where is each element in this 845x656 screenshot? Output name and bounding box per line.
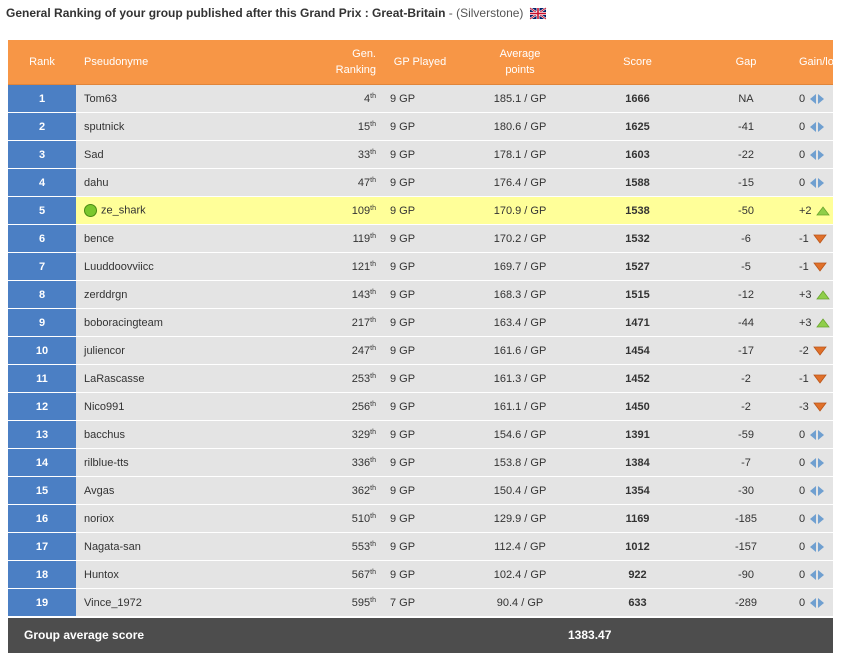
pseudonyme-cell[interactable]	[76, 477, 246, 505]
gap-cell: -22	[693, 141, 799, 169]
gain-lose-cell: +3	[799, 281, 833, 309]
gp-played-cell: 7 GP	[382, 589, 458, 617]
footer-label: Group average score	[24, 628, 145, 642]
table-row	[8, 449, 833, 477]
average-points-cell: 153.8 / GP	[458, 449, 582, 477]
gap-cell: -90	[693, 561, 799, 589]
col-pseudonyme: Pseudonyme	[76, 40, 246, 85]
gen-ranking-cell: 567th	[246, 561, 382, 589]
gain-lose-cell: 0	[799, 477, 833, 505]
gp-played-cell: 9 GP	[382, 281, 458, 309]
pseudonyme-cell[interactable]	[76, 141, 246, 169]
table-row	[8, 477, 833, 505]
average-points-cell: 90.4 / GP	[458, 589, 582, 617]
gap-cell: -6	[693, 225, 799, 253]
gen-ranking-cell: 362th	[246, 477, 382, 505]
pseudonyme-cell[interactable]	[76, 85, 246, 113]
gen-ranking-cell: 119th	[246, 225, 382, 253]
rank-cell: 7	[8, 253, 76, 281]
score-cell: 1384	[582, 449, 693, 477]
pseudonyme-cell[interactable]	[76, 365, 246, 393]
gen-ranking-cell: 510th	[246, 505, 382, 533]
gen-ranking-cell: 253th	[246, 365, 382, 393]
gp-played-cell: 9 GP	[382, 505, 458, 533]
gain-lose-cell: 0	[799, 421, 833, 449]
score-cell: 1588	[582, 169, 693, 197]
table-row	[8, 85, 833, 113]
gp-played-cell: 9 GP	[382, 141, 458, 169]
gain-lose-cell: +3	[799, 309, 833, 337]
gap-cell: -59	[693, 421, 799, 449]
current-user-icon	[84, 204, 97, 217]
gp-played-cell: 9 GP	[382, 421, 458, 449]
score-cell: 1354	[582, 477, 693, 505]
player-name[interactable]: sputnick	[84, 120, 125, 133]
loss-down-icon	[813, 262, 827, 272]
player-name[interactable]: bence	[84, 232, 114, 245]
rank-cell: 10	[8, 337, 76, 365]
player-name[interactable]: noriox	[84, 512, 114, 525]
table-header	[8, 40, 833, 85]
no-change-icon	[809, 429, 825, 441]
gain-lose-cell: 0	[799, 589, 833, 617]
gain-lose-cell: 0	[799, 561, 833, 589]
loss-down-icon	[813, 402, 827, 412]
no-change-icon	[809, 597, 825, 609]
gain-lose-cell: -1	[799, 225, 833, 253]
no-change-icon	[809, 485, 825, 497]
footer-value: 1383.47	[568, 628, 612, 642]
player-name[interactable]: zerddrgn	[84, 288, 128, 301]
player-name[interactable]: Nico991	[84, 400, 125, 413]
gp-played-cell: 9 GP	[382, 85, 458, 113]
loss-down-icon	[813, 374, 827, 384]
player-name[interactable]: juliencor	[84, 344, 125, 357]
gen-ranking-cell: 247th	[246, 337, 382, 365]
rank-cell: 19	[8, 589, 76, 617]
rank-cell: 5	[8, 197, 76, 225]
table-row	[8, 253, 833, 281]
rank-cell: 4	[8, 169, 76, 197]
no-change-icon	[809, 569, 825, 581]
col-gen-ranking: Gen. Ranking	[246, 40, 382, 85]
gen-ranking-cell: 553th	[246, 533, 382, 561]
average-points-cell: 161.6 / GP	[458, 337, 582, 365]
table-row	[8, 225, 833, 253]
gap-cell: -15	[693, 169, 799, 197]
score-cell: 1515	[582, 281, 693, 309]
player-name[interactable]: bacchus	[84, 428, 125, 441]
table-row	[8, 309, 833, 337]
gap-cell: -185	[693, 505, 799, 533]
gap-cell: -289	[693, 589, 799, 617]
pseudonyme-cell[interactable]	[76, 449, 246, 477]
gp-played-cell: 9 GP	[382, 561, 458, 589]
pseudonyme-cell[interactable]	[76, 337, 246, 365]
pseudonyme-cell[interactable]	[76, 253, 246, 281]
gain-lose-cell: +2	[799, 197, 833, 225]
table-row	[8, 113, 833, 141]
player-name[interactable]: dahu	[84, 176, 109, 189]
average-points-cell: 170.9 / GP	[458, 197, 582, 225]
gain-lose-cell: -1	[799, 365, 833, 393]
score-cell: 633	[582, 589, 693, 617]
rank-cell: 17	[8, 533, 76, 561]
gain-up-icon	[816, 206, 830, 216]
ranking-table	[8, 40, 845, 617]
average-points-cell: 161.1 / GP	[458, 393, 582, 421]
gp-played-cell: 9 GP	[382, 393, 458, 421]
gap-cell: NA	[693, 85, 799, 113]
pseudonyme-cell[interactable]	[76, 197, 246, 225]
gp-played-cell: 9 GP	[382, 309, 458, 337]
pseudonyme-cell[interactable]	[76, 113, 246, 141]
gen-ranking-cell: 217th	[246, 309, 382, 337]
gp-played-cell: 9 GP	[382, 169, 458, 197]
average-points-cell: 170.2 / GP	[458, 225, 582, 253]
gen-ranking-cell: 33th	[246, 141, 382, 169]
player-name[interactable]: ze_shark	[101, 204, 146, 217]
pseudonyme-cell[interactable]	[76, 169, 246, 197]
score-cell: 1452	[582, 365, 693, 393]
no-change-icon	[809, 513, 825, 525]
score-cell: 1450	[582, 393, 693, 421]
gap-cell: -2	[693, 365, 799, 393]
score-cell: 1538	[582, 197, 693, 225]
loss-down-icon	[813, 346, 827, 356]
gain-lose-cell: 0	[799, 533, 833, 561]
rank-cell: 2	[8, 113, 76, 141]
pseudonyme-cell[interactable]	[76, 505, 246, 533]
col-gp-played: GP Played	[382, 40, 458, 85]
heading-circuit: (Silverstone)	[456, 6, 524, 20]
heading-title: General Ranking of your group published after this Grand Prix : Great-Britain	[6, 6, 446, 20]
table-row	[8, 505, 833, 533]
rank-cell: 3	[8, 141, 76, 169]
gp-played-cell: 9 GP	[382, 477, 458, 505]
pseudonyme-cell[interactable]	[76, 281, 246, 309]
rank-cell: 6	[8, 225, 76, 253]
player-name[interactable]: Nagata-san	[84, 540, 141, 553]
gap-cell: -41	[693, 113, 799, 141]
heading-separator: -	[445, 6, 457, 20]
gen-ranking-cell: 329th	[246, 421, 382, 449]
col-gap: Gap	[693, 40, 799, 85]
player-name[interactable]: rilblue-tts	[84, 456, 129, 469]
table-row	[8, 197, 833, 225]
score-cell: 1532	[582, 225, 693, 253]
average-points-cell: 176.4 / GP	[458, 169, 582, 197]
gain-up-icon	[816, 290, 830, 300]
rank-cell: 15	[8, 477, 76, 505]
table-row	[8, 281, 833, 309]
gen-ranking-cell: 256th	[246, 393, 382, 421]
group-average-footer	[8, 618, 833, 653]
player-name[interactable]: Huntox	[84, 568, 119, 581]
player-name[interactable]: Sad	[84, 148, 104, 161]
rank-cell: 1	[8, 85, 76, 113]
table-row	[8, 589, 833, 617]
gp-played-cell: 9 GP	[382, 225, 458, 253]
no-change-icon	[809, 149, 825, 161]
player-name[interactable]: Vince_1972	[84, 596, 142, 609]
score-cell: 1625	[582, 113, 693, 141]
gain-lose-cell: -2	[799, 337, 833, 365]
gp-played-cell: 9 GP	[382, 337, 458, 365]
gen-ranking-cell: 121th	[246, 253, 382, 281]
gap-cell: -50	[693, 197, 799, 225]
gain-lose-cell: 0	[799, 85, 833, 113]
average-points-cell: 185.1 / GP	[458, 85, 582, 113]
player-name[interactable]: Avgas	[84, 484, 115, 497]
average-points-cell: 102.4 / GP	[458, 561, 582, 589]
gain-lose-cell: 0	[799, 449, 833, 477]
table-row	[8, 169, 833, 197]
average-points-cell: 112.4 / GP	[458, 533, 582, 561]
no-change-icon	[809, 177, 825, 189]
gen-ranking-cell: 4th	[246, 85, 382, 113]
rank-cell: 18	[8, 561, 76, 589]
average-points-cell: 150.4 / GP	[458, 477, 582, 505]
col-score: Score	[582, 40, 693, 85]
player-name[interactable]: LaRascasse	[84, 372, 145, 385]
no-change-icon	[809, 457, 825, 469]
rank-cell: 14	[8, 449, 76, 477]
gap-cell: -2	[693, 393, 799, 421]
col-rank: Rank	[8, 40, 76, 85]
score-cell: 1454	[582, 337, 693, 365]
rank-cell: 9	[8, 309, 76, 337]
rank-cell: 8	[8, 281, 76, 309]
player-name[interactable]: boboracingteam	[84, 316, 163, 329]
gain-lose-cell: -1	[799, 253, 833, 281]
average-points-cell: 168.3 / GP	[458, 281, 582, 309]
average-points-cell: 129.9 / GP	[458, 505, 582, 533]
table-row	[8, 561, 833, 589]
uk-flag-icon	[530, 8, 546, 19]
rank-cell: 16	[8, 505, 76, 533]
average-points-cell: 178.1 / GP	[458, 141, 582, 169]
no-change-icon	[809, 541, 825, 553]
loss-down-icon	[813, 234, 827, 244]
gain-lose-cell: 0	[799, 141, 833, 169]
gain-lose-cell: 0	[799, 169, 833, 197]
page-heading	[6, 4, 546, 22]
player-name[interactable]: Luuddoovviicc	[84, 260, 154, 273]
table-row	[8, 365, 833, 393]
gp-played-cell: 9 GP	[382, 533, 458, 561]
pseudonyme-cell[interactable]	[76, 421, 246, 449]
gen-ranking-cell: 109th	[246, 197, 382, 225]
gap-cell: -5	[693, 253, 799, 281]
average-points-cell: 180.6 / GP	[458, 113, 582, 141]
gain-up-icon	[816, 318, 830, 328]
average-points-cell: 163.4 / GP	[458, 309, 582, 337]
gain-lose-cell: 0	[799, 113, 833, 141]
table-row	[8, 421, 833, 449]
gen-ranking-cell: 15th	[246, 113, 382, 141]
gap-cell: -12	[693, 281, 799, 309]
score-cell: 1391	[582, 421, 693, 449]
col-average-points: Average points	[458, 40, 582, 85]
pseudonyme-cell[interactable]	[76, 309, 246, 337]
gp-played-cell: 9 GP	[382, 113, 458, 141]
score-cell: 1169	[582, 505, 693, 533]
player-name[interactable]: Tom63	[84, 92, 118, 105]
average-points-cell: 154.6 / GP	[458, 421, 582, 449]
gen-ranking-cell: 143th	[246, 281, 382, 309]
score-cell: 1012	[582, 533, 693, 561]
gap-cell: -17	[693, 337, 799, 365]
no-change-icon	[809, 93, 825, 105]
gain-lose-cell: -3	[799, 393, 833, 421]
gp-played-cell: 9 GP	[382, 365, 458, 393]
gen-ranking-cell: 47th	[246, 169, 382, 197]
gain-lose-cell: 0	[799, 505, 833, 533]
pseudonyme-cell[interactable]	[76, 533, 246, 561]
gp-played-cell: 9 GP	[382, 253, 458, 281]
pseudonyme-cell[interactable]	[76, 393, 246, 421]
pseudonyme-cell[interactable]	[76, 225, 246, 253]
gp-played-cell: 9 GP	[382, 197, 458, 225]
gap-cell: -44	[693, 309, 799, 337]
pseudonyme-cell[interactable]	[76, 561, 246, 589]
score-cell: 1603	[582, 141, 693, 169]
table-row	[8, 141, 833, 169]
score-cell: 1666	[582, 85, 693, 113]
gp-played-cell: 9 GP	[382, 449, 458, 477]
average-points-cell: 169.7 / GP	[458, 253, 582, 281]
score-cell: 1527	[582, 253, 693, 281]
table-row	[8, 337, 833, 365]
pseudonyme-cell[interactable]	[76, 589, 246, 617]
rank-cell: 13	[8, 421, 76, 449]
score-cell: 922	[582, 561, 693, 589]
gen-ranking-cell: 595th	[246, 589, 382, 617]
gen-ranking-cell: 336th	[246, 449, 382, 477]
score-cell: 1471	[582, 309, 693, 337]
gap-cell: -30	[693, 477, 799, 505]
table-row	[8, 393, 833, 421]
table-row	[8, 533, 833, 561]
rank-cell: 12	[8, 393, 76, 421]
no-change-icon	[809, 121, 825, 133]
gap-cell: -7	[693, 449, 799, 477]
gap-cell: -157	[693, 533, 799, 561]
average-points-cell: 161.3 / GP	[458, 365, 582, 393]
col-gain-lose: Gain/lose	[799, 40, 833, 85]
rank-cell: 11	[8, 365, 76, 393]
